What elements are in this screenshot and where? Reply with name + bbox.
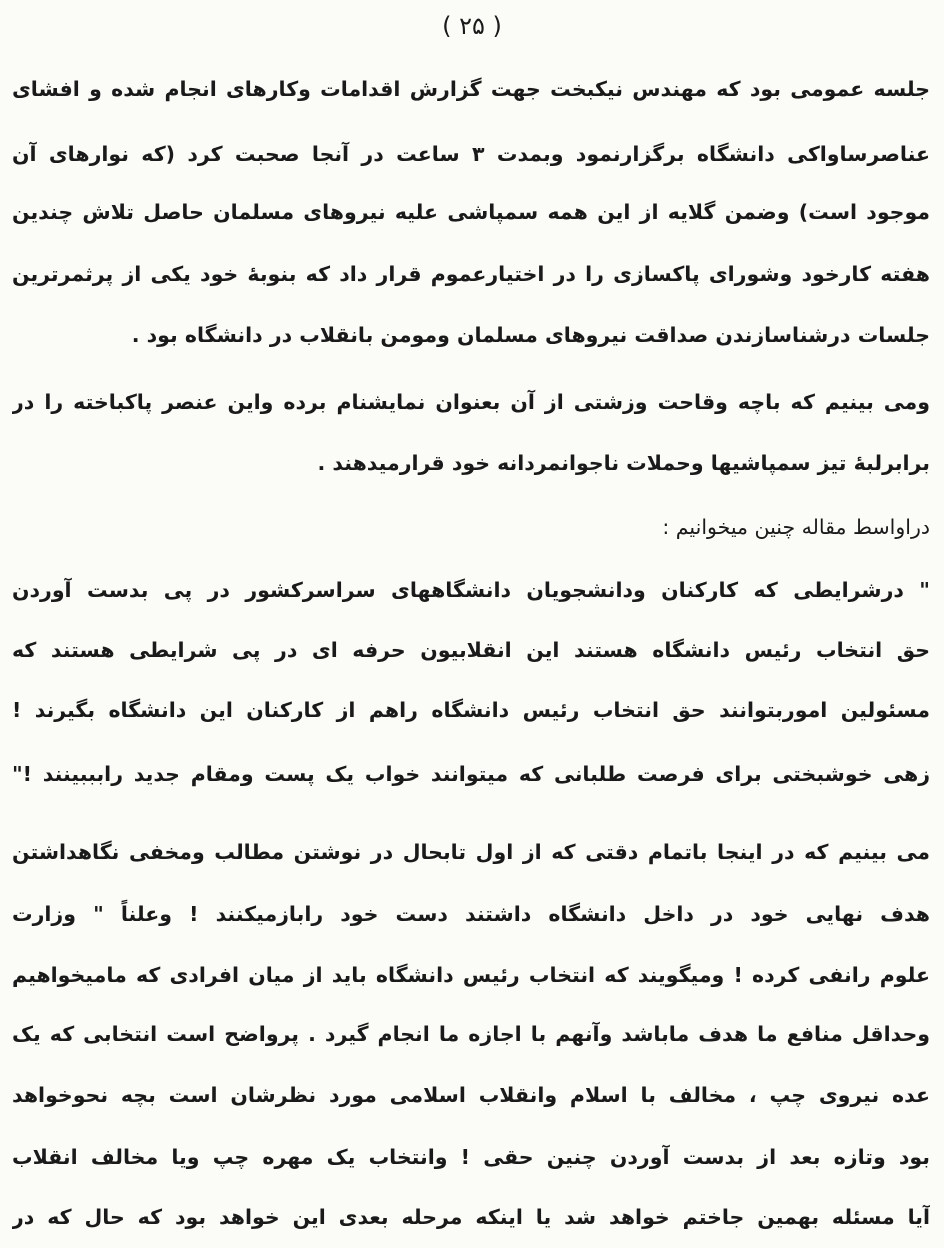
text-line: عده نیروی چپ ، مخالف با اسلام وانقلاب اسلامی مورد نظرشان است بچه نحوخواهد — [12, 1083, 930, 1107]
text-line: جلسات درشناسازندن صداقت نیروهای مسلمان ومومن بانقلاب در دانشگاه بود . — [131, 323, 930, 347]
quote-line: مسئولین اموربتوانند حق انتخاب رئیس دانشگاه راهم از کارکنان این دانشگاه بگیرند ! — [12, 698, 930, 722]
text-line: دراواسط مقاله چنین میخوانیم : — [662, 515, 930, 539]
text-line: برابرلبهٔ تیز سمپاشیها وحملات ناجوانمردانه خود قرارمیدهند . — [317, 451, 930, 475]
text-line: ومی بینیم که باچه وقاحت وزشتی از آن بعنوان نمایشنام برده واین عنصر پاکباخته را در — [12, 390, 930, 414]
text-line: بود وتازه بعد از بدست آوردن چنین حقی ! وانتخاب یک مهره چپ ویا مخالف انقلاب — [12, 1145, 930, 1169]
text-line: وحداقل منافع ما هدف ماباشد وآنهم با اجازه ما انجام گیرد . پرواضح است انتخابی که یک — [12, 1022, 930, 1046]
text-line: جلسه عمومی بود که مهندس نیکبخت جهت گزارش اقدامات وکارهای انجام شده و افشای — [12, 77, 930, 101]
text-line: عناصرساواکی دانشگاه برگزارنمود وبمدت ۳ ساعت در آنجا صحبت کرد (که نوارهای آن — [12, 142, 930, 166]
page-number: ( ۲۵ ) — [442, 12, 502, 40]
text-line: هفته کارخود وشورای پاکسازی را در اختیارعموم قرار داد که بنوبهٔ خود یکی از پرثمرترین — [12, 262, 930, 286]
text-line: هدف نهایی خود در داخل دانشگاه داشتند دست خود رابازمیکنند ! وعلناً " وزارت — [12, 902, 930, 926]
text-line: موجود است) وضمن گلایه از این همه سمپاشی علیه نیروهای مسلمان حاصل تلاش چندین — [12, 200, 930, 224]
text-line: علوم رانفی کرده ! ومیگویند که انتخاب رئیس دانشگاه باید از میان افرادی که مامیخواهیم — [12, 963, 930, 987]
text-line: می بینیم که در اینجا باتمام دقتی که از اول تابحال در نوشتن مطالب ومخفی نگاهداشتن — [12, 840, 930, 864]
quote-line: " درشرایطی که کارکنان ودانشجویان دانشگاههای سراسرکشور در پی بدست آوردن — [12, 578, 930, 602]
text-line: آیا مسئله بهمین جاختم خواهد شد یا اینکه مرحله بعدی این خواهد بود که حال که در — [12, 1205, 930, 1229]
quote-line: حق انتخاب رئیس دانشگاه هستند این انقلابیون حرفه ای در پی شرایطی هستند که — [12, 638, 930, 662]
quote-line: زهی خوشبختی برای فرصت طلبانی که میتوانند خواب یک پست ومقام جدید رابببینند !" — [12, 762, 930, 786]
